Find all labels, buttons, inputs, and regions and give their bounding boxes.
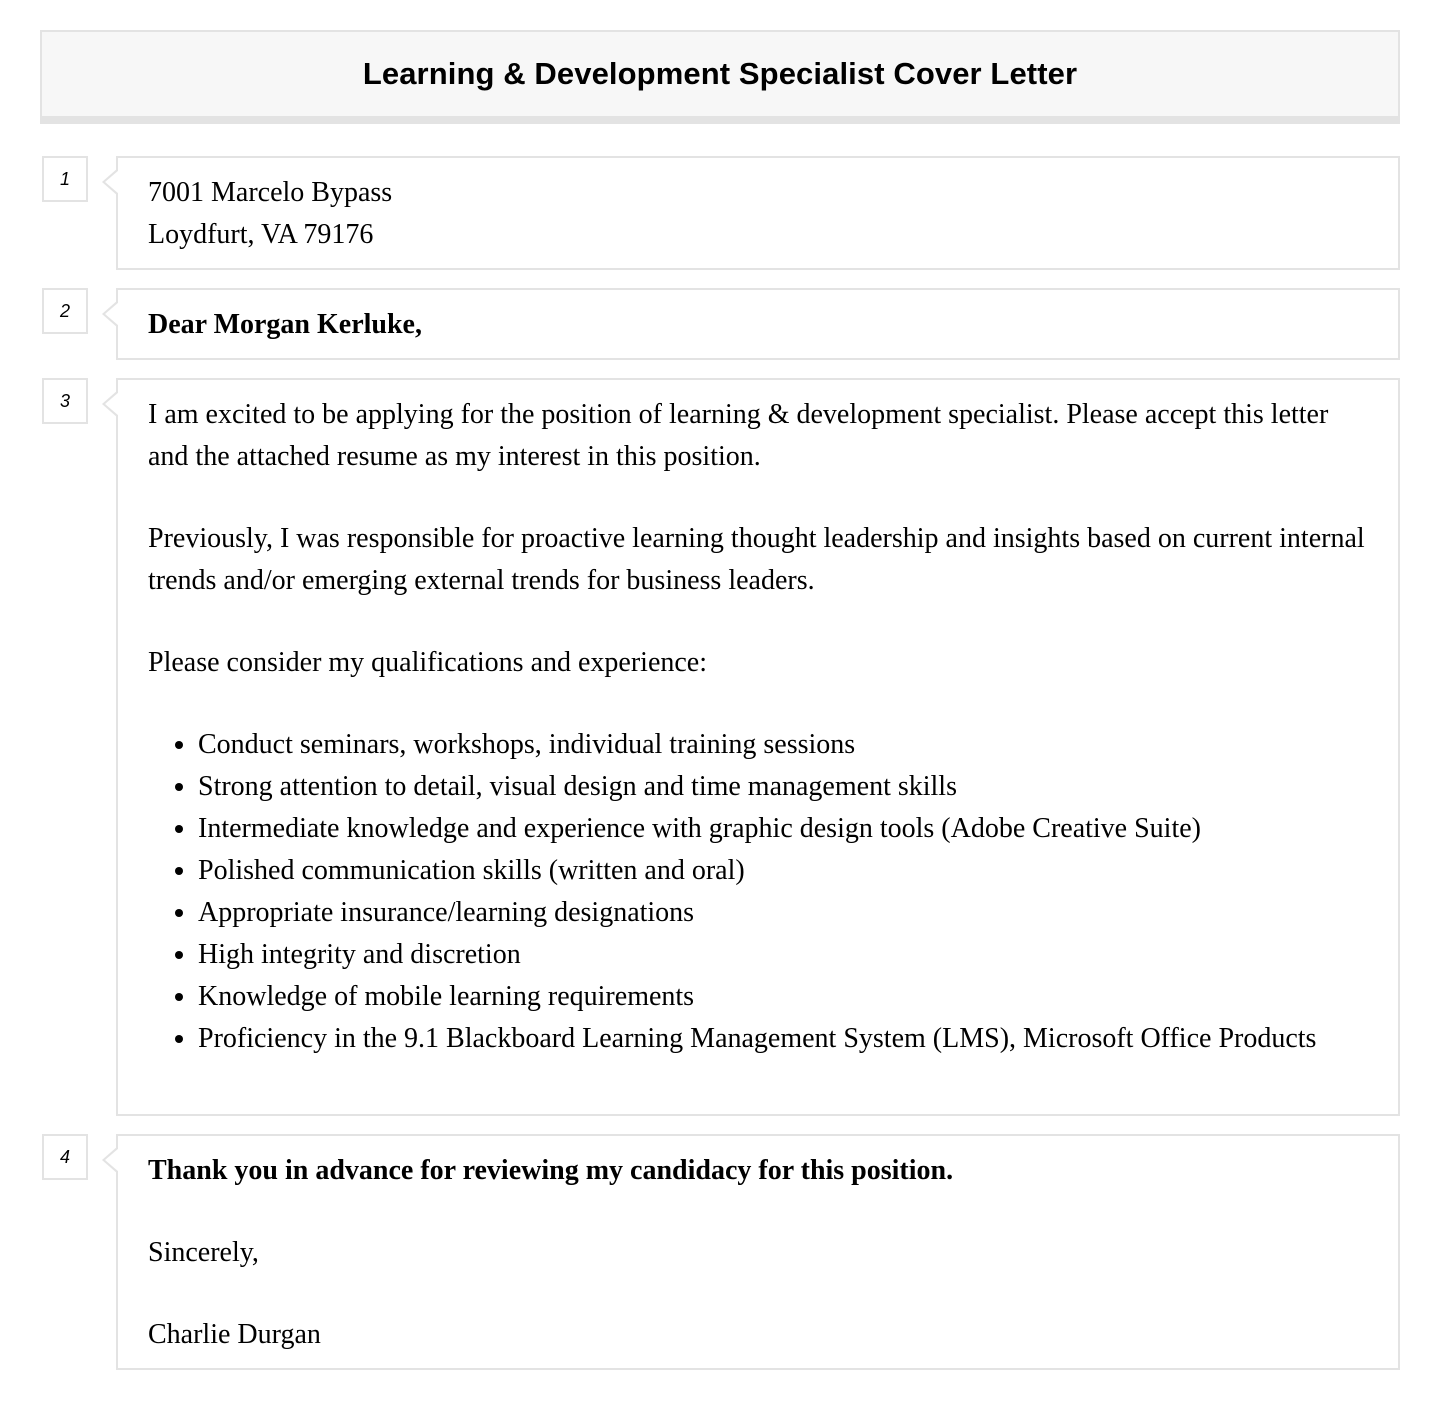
sign-off: Sincerely,	[148, 1237, 259, 1268]
list-item: • Knowledge of mobile learning requirements	[198, 976, 1368, 1018]
closing-block	[116, 1134, 1400, 1370]
section-number-4: 4	[42, 1134, 88, 1180]
section-number-3: 3	[42, 378, 88, 424]
list-item: • Proficiency in the 9.1 Blackboard Learning Management System (LMS), Microsoft Office Products	[198, 1018, 1368, 1060]
list-item: • Intermediate knowledge and experience with graphic design tools (Adobe Creative Suite)	[198, 808, 1368, 850]
address-block	[116, 156, 1400, 270]
list-item: • Polished communication skills (written and oral)	[198, 850, 1368, 892]
body-block	[116, 378, 1400, 1116]
list-item: • Strong attention to detail, visual design and time management skills	[198, 766, 1368, 808]
list-item: • Conduct seminars, workshops, individual training sessions	[198, 724, 1368, 766]
signature-name: Charlie Durgan	[148, 1319, 321, 1350]
section-number-2: 2	[42, 288, 88, 334]
list-item: • Appropriate insurance/learning designations	[198, 892, 1368, 934]
experience-paragraph: Previously, I was responsible for proactive learning thought leadership and insights based on current internal trends and/or emerging external trends for business leaders.	[148, 523, 1365, 596]
address-line-1: 7001 Marcelo Bypass	[148, 177, 393, 208]
salutation: Dear Morgan Kerluke,	[148, 309, 422, 340]
salutation-block	[116, 288, 1400, 360]
section-number-1: 1	[42, 156, 88, 202]
qualifications-list	[148, 724, 1368, 1060]
closing-statement: Thank you in advance for reviewing my candidacy for this position.	[148, 1155, 954, 1186]
list-item: • High integrity and discretion	[198, 934, 1368, 976]
document-header	[40, 30, 1400, 124]
intro-paragraph: I am excited to be applying for the position of learning & development specialist. Please accept this letter and the attached resume as my interest in this position.	[148, 399, 1329, 472]
address-line-2: Loydfurt, VA 79176	[148, 219, 374, 250]
qualifications-intro: Please consider my qualifications and experience:	[148, 647, 708, 678]
document-title: Learning & Development Specialist Cover Letter	[362, 56, 1078, 91]
